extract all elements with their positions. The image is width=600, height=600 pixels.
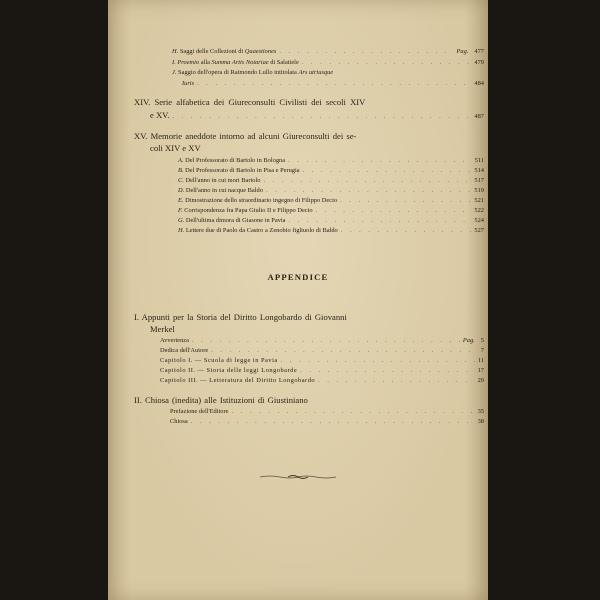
entry-letter: C. <box>178 177 184 184</box>
entry-text: e XV. <box>150 110 170 120</box>
leader-dots <box>263 177 471 184</box>
page-number: 484 <box>474 80 484 87</box>
entry-text-italic: Quaestiones <box>244 48 277 55</box>
entry-text-italic: Iuris <box>182 80 195 87</box>
leader-dots <box>281 357 475 364</box>
entry-text-italic: Summa Artis Notariae <box>211 59 269 66</box>
toc-entry-a <box>178 157 484 164</box>
page-number: 17 <box>477 367 484 374</box>
toc-entry-avvertenza <box>160 337 484 344</box>
appendix-i-title: I. Appunti per la Storia del Diritto Longobardo di Giovanni <box>134 312 347 322</box>
entry-text: Capitolo III. — Letteratura del Diritto Longobardo <box>160 377 316 384</box>
leader-dots <box>288 157 472 164</box>
leader-dots <box>231 408 474 415</box>
page-number: 38 <box>477 418 484 425</box>
leader-dots <box>172 113 471 120</box>
leader-dots <box>197 80 471 87</box>
appendix-heading: APPENDICE <box>267 272 329 282</box>
toc-entry-i-proemio <box>172 59 484 66</box>
entry-text: Del Professorato di Bartolo in Bologna <box>185 157 286 164</box>
entry-letter: H. <box>172 48 179 55</box>
page-number: 487 <box>474 113 484 120</box>
page-number: 524 <box>474 217 484 224</box>
appendix-i-continuation: Merkel <box>150 324 175 334</box>
chapter-xiv-title: XIV. Serie alfabetica dei Giureconsulti Civilisti dei secoli XIV <box>134 97 366 107</box>
entry-text-italic: Ars utriusque <box>298 69 334 76</box>
toc-entry-h <box>178 227 484 234</box>
page-number: 11 <box>477 357 484 364</box>
toc-entry-chiosa <box>170 418 484 425</box>
entry-text: Chiosa <box>170 418 188 425</box>
entry-letter: I. <box>172 59 176 66</box>
toc-entry-c <box>178 177 484 184</box>
leader-dots <box>341 227 472 234</box>
entry-letter: J. <box>172 69 177 76</box>
toc-entry-e <box>178 197 484 204</box>
leader-dots <box>302 59 472 66</box>
leader-dots <box>288 217 471 224</box>
leader-dots <box>266 187 471 194</box>
entry-letter: G. <box>178 217 185 224</box>
entry-letter: A. <box>178 157 184 164</box>
toc-entry-capitolo-i <box>160 357 484 364</box>
entry-text: Capitolo I. — Scuola di legge in Pavia <box>160 357 278 364</box>
entry-letter: F. <box>178 207 183 214</box>
leader-dots <box>279 48 453 55</box>
page-number: 511 <box>474 157 484 164</box>
page-number: 519 <box>474 187 484 194</box>
entry-text: Capitolo II. — Storia delle leggi Longobarde <box>160 367 298 374</box>
toc-entry-j-lullo <box>172 70 333 76</box>
page-number: 477 <box>474 48 484 55</box>
entry-text: Saggio dell'opera di Raimondo Lullo intitolata <box>178 69 299 76</box>
entry-text: alla <box>199 59 212 66</box>
page-number: 5 <box>480 337 484 344</box>
entry-text: Dimostrazione dello straordinario ingegno di Filippo Decio <box>185 197 338 204</box>
entry-text-italic: Proemio <box>177 59 200 66</box>
entry-letter: H. <box>178 227 185 234</box>
leader-dots <box>318 377 475 384</box>
page-number: 479 <box>474 59 484 66</box>
entry-text: di Salatiele <box>268 59 299 66</box>
toc-entry-capitolo-iii <box>160 377 484 384</box>
page-number: 527 <box>474 227 484 234</box>
entry-letter: B. <box>178 167 184 174</box>
leader-dots <box>340 197 471 204</box>
entry-text: Dell'anno in cui nacque Baldo <box>185 187 263 194</box>
book-page <box>108 0 488 600</box>
toc-entry-h-quaestiones <box>172 48 484 55</box>
chapter-xv-continuation: coli XIV e XV <box>150 143 201 153</box>
toc-entry-f <box>178 207 484 214</box>
page-number: 29 <box>477 377 484 384</box>
leader-dots <box>191 418 475 425</box>
entry-text: Avvertenza <box>160 337 189 344</box>
toc-entry-b <box>178 167 484 174</box>
page-number: 7 <box>480 347 484 354</box>
entry-text: Del Professorato di Bartolo in Pisa e Perugia <box>185 167 300 174</box>
entry-text: Saggi delle Collezioni di <box>179 48 245 55</box>
leader-dots <box>300 367 474 374</box>
toc-entry-d <box>178 187 484 194</box>
leader-dots <box>192 337 460 344</box>
entry-text: Lettere due di Paolo da Castro a Zenobio figliuolo di Baldo <box>185 227 338 234</box>
ornament-divider <box>258 474 338 480</box>
entry-letter: E. <box>178 197 184 204</box>
entry-text: Dell'ultima dimora di Giasone in Pavia <box>185 217 286 224</box>
page-number: 522 <box>474 207 484 214</box>
entry-letter: D. <box>178 187 185 194</box>
page-number: 521 <box>474 197 484 204</box>
toc-entry-j-continuation <box>182 80 484 87</box>
entry-text: Corrispondenza fra Papa Giulio II e Filippo Decio <box>184 207 313 214</box>
toc-entry-g <box>178 217 484 224</box>
toc-entry-dedica <box>160 347 484 354</box>
toc-entry-prefazione <box>170 408 484 415</box>
pag-label: Pag. <box>456 48 469 55</box>
entry-text: Prefazione dell'Editore <box>170 408 229 415</box>
entry-text: Dell'anno in cui mori Bartolo <box>185 177 261 184</box>
toc-entry-capitolo-ii <box>160 367 484 374</box>
page-number: 514 <box>474 167 484 174</box>
page-number: 517 <box>474 177 484 184</box>
appendix-ii-title: II. Chiosa (inedita) alle Istituzioni di Giustiniano <box>134 395 308 405</box>
leader-dots <box>303 167 472 174</box>
chapter-xv-title: XV. Memorie aneddote intorno ad alcuni Giureconsulti dei se- <box>134 131 357 141</box>
chapter-xiv-continuation <box>150 110 484 120</box>
leader-dots <box>316 207 472 214</box>
leader-dots <box>211 347 478 354</box>
page-number: 35 <box>477 408 484 415</box>
pag-label: Pag. <box>462 337 475 344</box>
entry-text: Dedica dell'Autore <box>160 347 209 354</box>
